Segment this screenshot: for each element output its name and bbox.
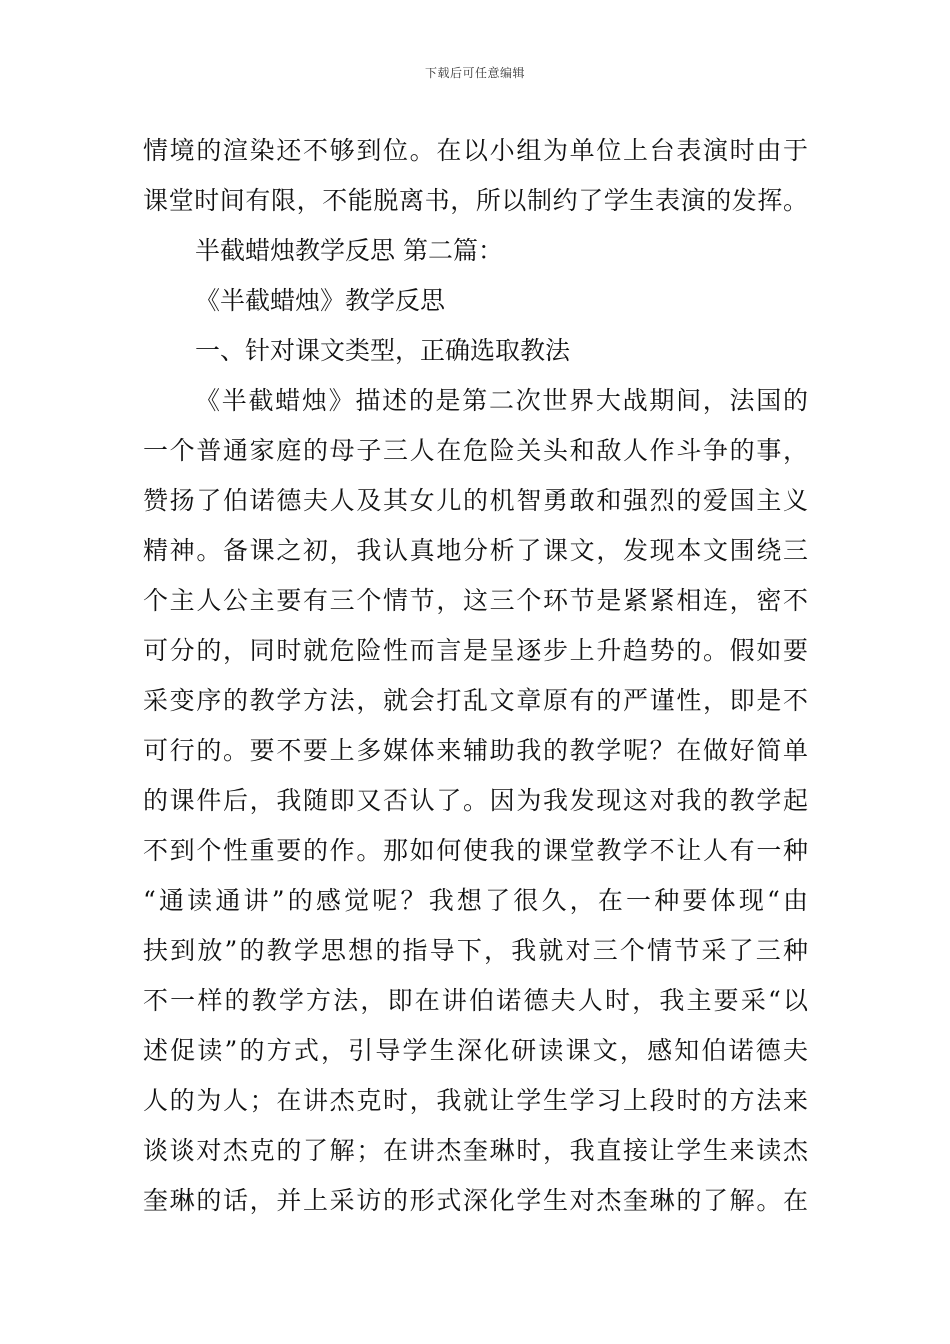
text-line: 奎琳的话，并上采访的形式深化学生对杰奎琳的了解。在 [143,1186,808,1215]
text-line: 的课件后，我随即又否认了。因为我发现这对我的教学起 [143,786,808,815]
text-line: 课堂时间有限，不能脱离书，所以制约了学生表演的发挥。 [143,186,808,215]
text-line: 精神。备课之初，我认真地分析了课文，发现本文围绕三 [143,536,808,565]
text-line: 一个普通家庭的母子三人在危险关头和敌人作斗争的事， [143,436,808,465]
text-line: 个主人公主要有三个情节，这三个环节是紧紧相连，密不 [143,586,808,615]
text-line: 一、针对课文类型，正确选取教法 [195,336,571,365]
text-line: 《半截蜡烛》描述的是第二次世界大战期间，法国的 [195,386,808,415]
text-line: 谈谈对杰克的了解；在讲杰奎琳时，我直接让学生来读杰 [143,1136,808,1165]
text-line: 扶到放”的教学思想的指导下，我就对三个情节采了三种 [143,936,808,965]
text-line: 不一样的教学方法，即在讲伯诺德夫人时，我主要采“以 [143,986,808,1015]
text-line: 情境的渲染还不够到位。在以小组为单位上台表演时由于 [143,136,808,165]
text-line: 可分的，同时就危险性而言是呈逐步上升趋势的。假如要 [143,636,808,665]
text-line: 不到个性重要的作。那如何使我的课堂教学不让人有一种 [143,836,808,865]
page-header: 下载后可任意编辑 [424,66,525,80]
text-line: 人的为人；在讲杰克时，我就让学生学习上段时的方法来 [143,1086,808,1115]
document-body [143,126,808,1226]
text-line: “通读通讲”的感觉呢？我想了很久，在一种要体现“由 [143,886,808,915]
text-line: 赞扬了伯诺德夫人及其女儿的机智勇敢和强烈的爱国主义 [143,486,808,515]
text-line: 述促读”的方式，引导学生深化研读课文，感知伯诺德夫 [143,1036,808,1065]
text-line: 可行的。要不要上多媒体来辅助我的教学呢？在做好简单 [143,736,808,765]
text-line: 《半截蜡烛》教学反思 [195,286,446,315]
text-line: 半截蜡烛教学反思 第二篇： [195,236,503,265]
text-line: 采变序的教学方法，就会打乱文章原有的严谨性，即是不 [143,686,808,715]
